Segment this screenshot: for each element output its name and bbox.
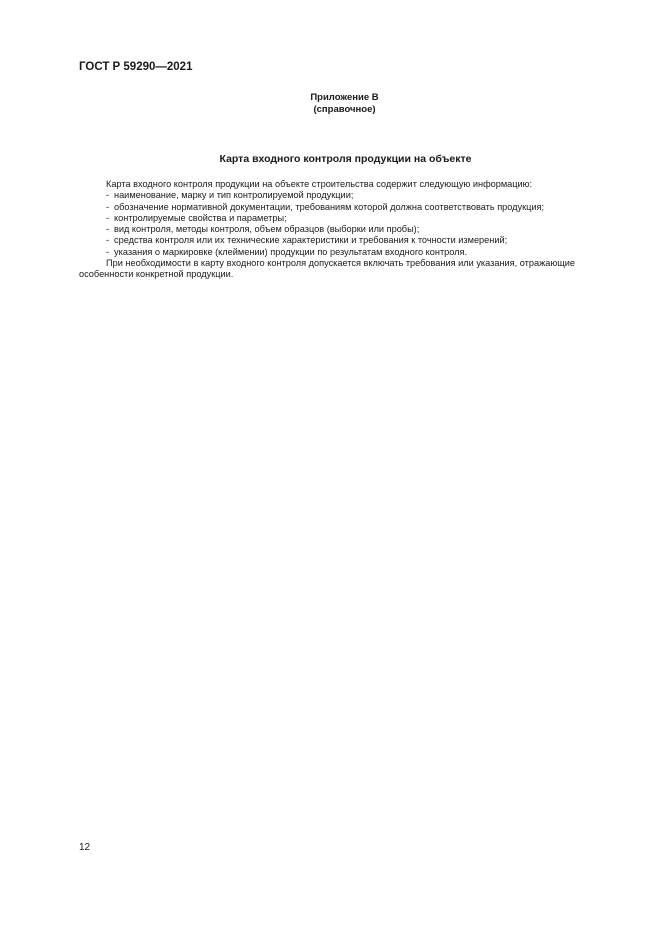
- section-body: [79, 179, 589, 281]
- list-marker: -: [106, 235, 110, 246]
- list-marker: -: [106, 190, 110, 201]
- list-item: - обозначение нормативной документации, требованиям которой должна соответствовать продукция;: [106, 201, 545, 212]
- list-item: - вид контроля, методы контроля, объем образцов (выборки или пробы);: [106, 224, 420, 235]
- intro-paragraph: Карта входного контроля продукции на объекте строительства содержит следующую информацию:: [106, 179, 533, 189]
- requirements-list: [79, 190, 589, 258]
- appendix-heading: [0, 92, 661, 116]
- list-item: - контролируемые свойства и параметры;: [106, 212, 287, 223]
- list-marker: -: [106, 212, 110, 223]
- page-number: 12: [79, 842, 91, 853]
- list-marker: -: [106, 224, 110, 235]
- list-marker: -: [106, 201, 110, 212]
- list-item: - средства контроля или их технические характеристики и требования к точности измерений;: [106, 235, 508, 246]
- appendix-type: (справочное): [313, 104, 376, 115]
- appendix-label: Приложение В: [310, 92, 379, 103]
- list-item: - наименование, марку и тип контролируемой продукции;: [106, 190, 354, 201]
- section-title: Карта входного контроля продукции на объекте: [219, 153, 472, 165]
- closing-paragraph: При необходимости в карту входного контроля допускается включать требования или указания, отражающие особенности конкретной продукции.: [79, 258, 576, 280]
- list-item: - указания о маркировке (клеймении) продукции по результатам входного контроля.: [106, 246, 468, 257]
- list-marker: -: [106, 246, 110, 257]
- standard-code-header: ГОСТ Р 59290—2021: [79, 61, 193, 73]
